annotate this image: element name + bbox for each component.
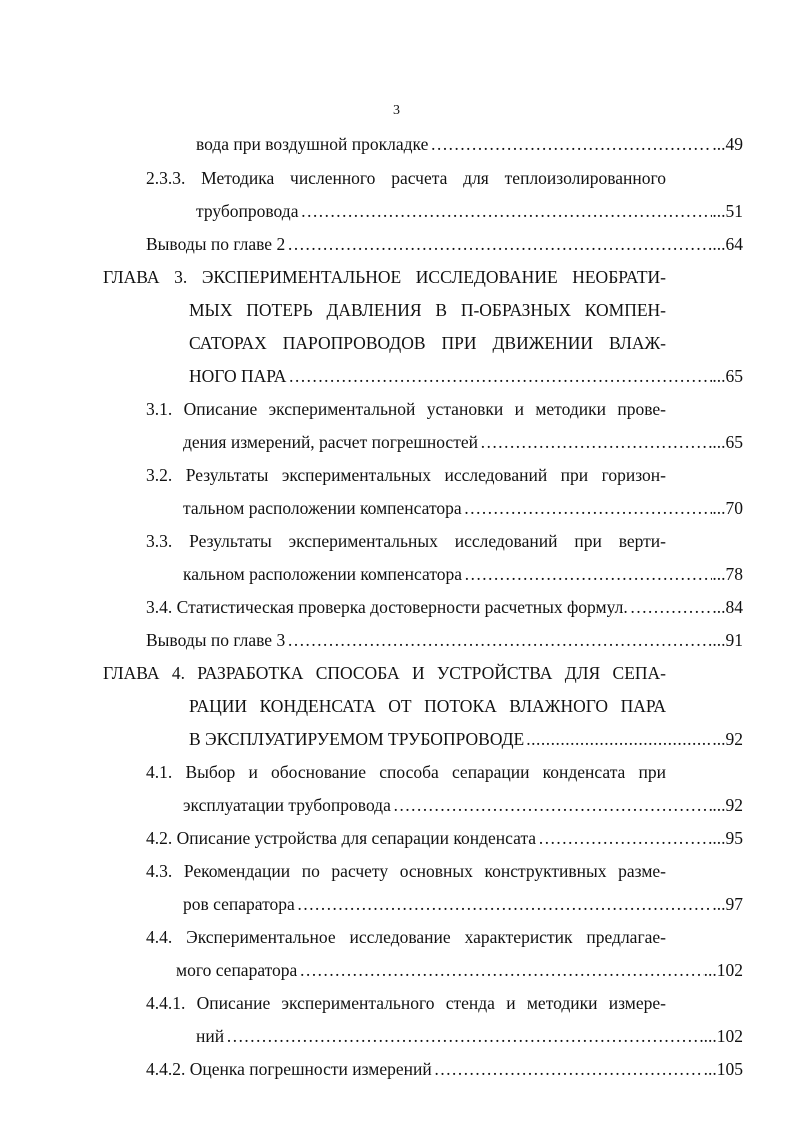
toc-entry-3-3-line-1: 3.3. Результаты экспериментальных исследований при верти- xyxy=(146,531,666,551)
toc-page-ref: ...49 xyxy=(712,134,743,154)
toc-entry-text: Выводы по главе 3 xyxy=(146,630,286,650)
toc-entry-3-2-line-1: 3.2. Результаты экспериментальных исследований при горизон- xyxy=(146,465,666,485)
toc-page-ref: ...70 xyxy=(712,498,743,518)
toc-chapter-3-tail xyxy=(189,365,743,387)
toc-page-ref: ...64 xyxy=(712,234,743,254)
toc-entry-2-3-3-tail xyxy=(196,200,743,222)
toc-entry-3-4 xyxy=(146,596,743,618)
toc-entry-text: тальном расположении компенсатора xyxy=(183,498,462,518)
toc-entry-text: эксплуатации трубопровода xyxy=(183,795,391,815)
toc-entry-4-3-tail xyxy=(183,893,743,915)
toc-entry-text: Выводы по главе 2 xyxy=(146,234,286,254)
toc-page-ref: ...78 xyxy=(712,564,743,584)
toc-page-ref: ...65 xyxy=(712,366,743,386)
toc-entry-4-1-line-1: 4.1. Выбор и обоснование способа сепарации конденсата при xyxy=(146,762,666,782)
toc-leader-dots xyxy=(287,629,712,651)
toc-page-ref: ...92 xyxy=(712,729,743,749)
toc-leader-dots xyxy=(297,893,713,915)
toc-page-ref: ...95 xyxy=(712,828,743,848)
toc-page-ref: ...97 xyxy=(712,894,743,914)
toc-leader-dots xyxy=(287,233,712,255)
toc-page-ref: ...92 xyxy=(712,795,743,815)
toc-chapter-4-tail xyxy=(189,728,743,750)
toc-entry-text: вода при воздушной прокладке xyxy=(196,134,429,154)
toc-chapter-3-line-3: САТОРАХ ПАРОПРОВОДОВ ПРИ ДВИЖЕНИИ ВЛАЖ- xyxy=(189,333,666,353)
toc-entry-text: В ЭКСПЛУАТИРУЕМОМ ТРУБОПРОВОДЕ xyxy=(189,729,525,749)
toc-entry-3-1-line-1: 3.1. Описание экспериментальной установки и методики прове- xyxy=(146,399,666,419)
toc-leader-dots xyxy=(299,959,703,981)
toc-entry-3-1-tail xyxy=(183,431,743,453)
toc-entry-text: ров сепаратора xyxy=(183,894,295,914)
toc-entry-4-4-1-line-1: 4.4.1. Описание экспериментального стенда и методики измере- xyxy=(146,993,666,1013)
toc-leader-dots xyxy=(480,431,712,453)
toc-entry-text: дения измерений, расчет погрешностей xyxy=(183,432,478,452)
toc-page-ref: ...105 xyxy=(703,1059,743,1079)
toc-entry-conclusions-2 xyxy=(146,233,743,255)
toc-page-ref: ...51 xyxy=(712,201,743,221)
toc-entry-text: 3.4. Статистическая проверка достоверности расчетных формул. xyxy=(146,597,628,617)
toc-entry-text: НОГО ПАРА xyxy=(189,366,287,386)
toc-leader-dots xyxy=(526,728,712,750)
toc-chapter-4-line-1: ГЛАВА 4. РАЗРАБОТКА СПОСОБА И УСТРОЙСТВА ДЛЯ СЕПА- xyxy=(103,663,666,683)
toc-leader-dots xyxy=(393,794,713,816)
toc-entry-text: кальном расположении компенсатора xyxy=(183,564,463,584)
toc-chapter-3-line-2: МЫХ ПОТЕРЬ ДАВЛЕНИЯ В П-ОБРАЗНЫХ КОМПЕН- xyxy=(189,300,666,320)
toc-entry-4-3-line-1: 4.3. Рекомендации по расчету основных конструктивных разме- xyxy=(146,861,666,881)
toc-leader-dots xyxy=(434,1058,704,1080)
toc-page-ref: ...91 xyxy=(712,630,743,650)
toc-leader-dots xyxy=(430,133,712,155)
toc-page-ref: ...102 xyxy=(703,1026,743,1046)
toc-entry-text: 4.4.2. Оценка погрешности измерений xyxy=(146,1059,432,1079)
toc-entry-conclusions-3 xyxy=(146,629,743,651)
toc-entry-4-4-2 xyxy=(146,1058,743,1080)
page-number: 3 xyxy=(393,103,400,118)
toc-leader-dots xyxy=(538,827,712,849)
toc-entry-2-3-2-tail xyxy=(196,133,743,155)
toc-entry-text: ний xyxy=(196,1026,225,1046)
toc-leader-dots xyxy=(630,596,713,618)
toc-leader-dots xyxy=(300,200,712,222)
toc-entry-4-4-1-tail xyxy=(196,1025,743,1047)
toc-leader-dots xyxy=(226,1025,704,1047)
toc-entry-4-2 xyxy=(146,827,743,849)
toc-chapter-4-line-2: РАЦИИ КОНДЕНСАТА ОТ ПОТОКА ВЛАЖНОГО ПАРА xyxy=(189,696,666,716)
toc-entry-2-3-3-line-1: 2.3.3. Методика численного расчета для теплоизолированного xyxy=(146,168,666,188)
toc-entry-4-1-tail xyxy=(183,794,743,816)
toc-entry-text: 4.2. Описание устройства для сепарации конденсата xyxy=(146,828,537,848)
toc-entry-3-2-tail xyxy=(183,497,743,519)
toc-chapter-3-line-1: ГЛАВА 3. ЭКСПЕРИМЕНТАЛЬНОЕ ИССЛЕДОВАНИЕ НЕОБРАТИ- xyxy=(103,267,666,287)
toc-leader-dots xyxy=(288,365,712,387)
toc-leader-dots xyxy=(464,563,712,585)
toc-page-ref: ...65 xyxy=(712,432,743,452)
toc-page-ref: ...102 xyxy=(703,960,743,980)
toc-entry-4-4-tail xyxy=(176,959,743,981)
toc-leader-dots xyxy=(464,497,713,519)
toc-entry-text: мого сепаратора xyxy=(176,960,298,980)
toc-entry-text: трубопровода xyxy=(196,201,299,221)
toc-entry-3-3-tail xyxy=(183,563,743,585)
toc-entry-4-4-line-1: 4.4. Экспериментальное исследование характеристик предлагае- xyxy=(146,927,666,947)
toc-page-ref: ...84 xyxy=(712,597,743,617)
